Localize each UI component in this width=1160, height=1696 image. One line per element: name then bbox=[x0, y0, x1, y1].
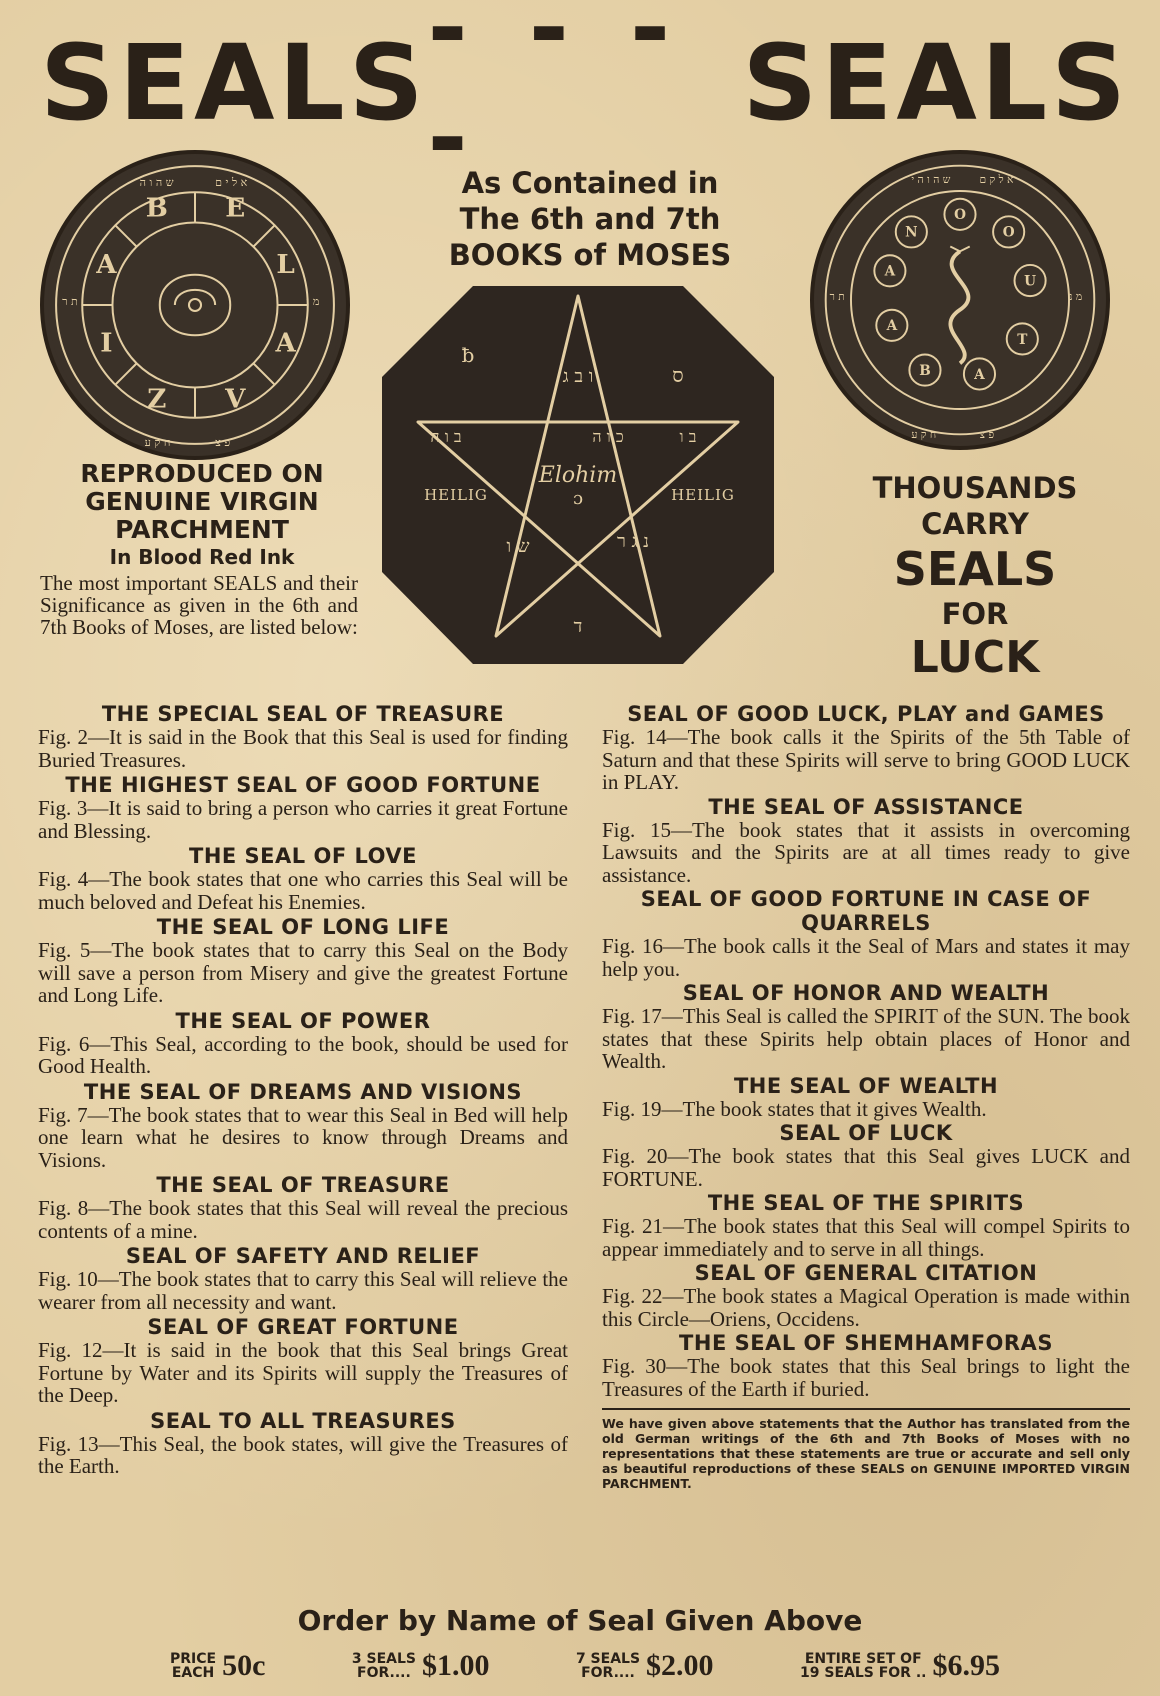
svg-text:מ נ: מ נ bbox=[1069, 290, 1083, 303]
svg-text:א ל י ם: א ל י ם bbox=[215, 176, 248, 190]
list-item bbox=[602, 981, 1130, 1073]
parchment-line-1: REPRODUCED ON bbox=[80, 459, 324, 488]
svg-text:B: B bbox=[145, 192, 168, 224]
seal-title: THE SEAL OF LONG LIFE bbox=[156, 915, 450, 939]
svg-text:ב ו: ב ו bbox=[679, 427, 697, 446]
left-seal-illustration bbox=[40, 150, 350, 460]
price-list bbox=[170, 1644, 1000, 1688]
seal-description: Fig. 2—It is said in the Book that this Seal is used for finding Buried Treasures. bbox=[38, 725, 568, 772]
price-item bbox=[576, 1649, 714, 1683]
seal-description: Fig. 21—The book states that this Seal will compel Spirits to appear immediately and to serve in all things. bbox=[602, 1214, 1130, 1261]
headline-left-word: SEALS bbox=[40, 22, 428, 144]
luck-slogan-line-5: LUCK bbox=[910, 632, 1040, 683]
left-seal-icon bbox=[44, 154, 346, 456]
seal-description: Fig. 12—It is said in the book that this Seal brings Great Fortune by Water and its Spirits will supply the Treasures of the Deep. bbox=[38, 1338, 568, 1407]
right-seal-icon bbox=[814, 154, 1106, 446]
parchment-notice bbox=[44, 460, 360, 570]
list-item bbox=[602, 1331, 1130, 1400]
svg-text:ש ה ו ה: ש ה ו ה bbox=[139, 176, 174, 190]
seal-description: Fig. 15—The book states that it assists in overcoming Lawsuits and the Spirits are at all times ready to give assistance. bbox=[602, 817, 1130, 887]
order-instruction: Order by Name of Seal Given Above bbox=[297, 1604, 863, 1637]
seal-description: Fig. 7—The book states that to wear this Seal in Bed will help one learn what he desires to know through Dreams and Visions. bbox=[38, 1102, 568, 1172]
price-value: $6.95 bbox=[932, 1649, 1000, 1682]
seal-title: SEAL OF GOOD FORTUNE IN CASE OF QUARRELS bbox=[640, 887, 1092, 935]
svg-text:I: I bbox=[100, 327, 113, 359]
svg-text:A: A bbox=[886, 318, 898, 335]
price-value: 50c bbox=[222, 1649, 266, 1682]
price-label bbox=[352, 1652, 416, 1680]
seal-description: Fig. 13—This Seal, the book states, will give the Treasures of the Earth. bbox=[38, 1431, 568, 1478]
list-item bbox=[602, 1261, 1130, 1330]
seal-description: Fig. 20—The book states that this Seal gives LUCK and FORTUNE. bbox=[602, 1144, 1130, 1191]
price-label-top: 3 SEALS bbox=[351, 1651, 416, 1667]
seal-description: Fig. 10—The book states that to carry this Seal will relieve the wearer from all necessity and want. bbox=[38, 1267, 568, 1314]
seal-title: THE SEAL OF TREASURE bbox=[156, 1173, 450, 1197]
seal-title: THE SPECIAL SEAL OF TREASURE bbox=[101, 702, 505, 726]
list-item bbox=[38, 1244, 568, 1313]
price-label-top: PRICE bbox=[170, 1651, 217, 1667]
luck-slogan-line-1: THOUSANDS bbox=[872, 471, 1078, 505]
intro-paragraph: The most important SEALS and their Significance as given in the 6th and 7th Books of Moses, are listed below: bbox=[40, 571, 358, 639]
svg-text:ש ו: ש ו bbox=[506, 536, 530, 557]
seal-title: SEAL OF GOOD LUCK, PLAY and GAMES bbox=[627, 702, 1105, 726]
luck-slogan-line-3: SEALS bbox=[893, 542, 1057, 596]
seal-description: Fig. 16—The book calls it the Seal of Mars and states it may help you. bbox=[602, 934, 1130, 981]
price-label-bottom: FOR.... bbox=[581, 1665, 635, 1681]
seal-title: THE HIGHEST SEAL OF GOOD FORTUNE bbox=[65, 773, 541, 797]
luck-slogan-line-2: CARRY bbox=[921, 507, 1029, 541]
center-title-line-2: The 6th and 7th bbox=[459, 202, 721, 236]
price-label-top: 7 SEALS bbox=[575, 1651, 641, 1667]
svg-text:ח ק ע: ח ק ע bbox=[144, 435, 171, 449]
svg-text:Z: Z bbox=[147, 383, 167, 415]
list-item bbox=[602, 795, 1130, 887]
svg-text:ת ר: ת ר bbox=[829, 290, 845, 303]
parchment-line-3: PARCHMENT bbox=[115, 515, 289, 544]
svg-text:O: O bbox=[954, 207, 966, 224]
seal-title: THE SEAL OF LOVE bbox=[189, 844, 417, 868]
svg-text:E: E bbox=[225, 192, 246, 224]
pentagram-illustration bbox=[378, 282, 778, 668]
center-title-line-1: As Contained in bbox=[461, 166, 719, 200]
price-item bbox=[170, 1649, 265, 1683]
price-label bbox=[800, 1652, 926, 1680]
svg-text:U: U bbox=[1024, 273, 1037, 290]
price-item bbox=[352, 1649, 490, 1683]
list-item bbox=[38, 702, 568, 771]
seal-title: THE SEAL OF ASSISTANCE bbox=[708, 794, 1024, 819]
svg-text:ו ב ג: ו ב ג bbox=[562, 366, 594, 387]
seal-description: Fig. 6—This Seal, according to the book, should be used for Good Health. bbox=[38, 1031, 568, 1078]
pentagram-center-word: Elohim bbox=[538, 463, 618, 488]
svg-text:ד: ד bbox=[573, 616, 583, 637]
svg-text:כ ו ה: כ ו ה bbox=[592, 427, 624, 446]
price-value: $1.00 bbox=[421, 1649, 490, 1682]
svg-text:T: T bbox=[1017, 331, 1028, 348]
list-item bbox=[38, 915, 568, 1007]
seal-description: Fig. 4—The book states that one who carries this Seal will be much beloved and Defeat his Enemies. bbox=[38, 867, 568, 914]
list-item bbox=[38, 773, 568, 842]
luck-slogan-line-4: FOR bbox=[941, 597, 1009, 631]
seal-title: SEAL OF SAFETY AND RELIEF bbox=[125, 1244, 481, 1268]
svg-text:B: B bbox=[919, 362, 931, 379]
price-label-bottom: 19 SEALS FOR .. bbox=[800, 1665, 927, 1681]
svg-text:N: N bbox=[905, 224, 918, 241]
svg-text:L: L bbox=[276, 248, 295, 280]
seal-description: Fig. 30—The book states that this Seal brings to light the Treasures of the Earth if buried. bbox=[602, 1354, 1130, 1401]
list-item bbox=[38, 1409, 568, 1478]
seal-title: THE SEAL OF SHEMHAMFORAS bbox=[679, 1331, 1053, 1355]
seal-title: THE SEAL OF POWER bbox=[175, 1008, 431, 1033]
price-label bbox=[576, 1652, 640, 1680]
price-item bbox=[800, 1649, 1000, 1683]
svg-text:A: A bbox=[96, 248, 117, 280]
seal-description: Fig. 3—It is said to bring a person who carries it great Fortune and Blessing. bbox=[38, 796, 568, 843]
svg-text:ס: ס bbox=[672, 363, 684, 387]
pentagram-left-word: HEILIG bbox=[424, 486, 488, 504]
svg-text:ח ק ע: ח ק ע bbox=[911, 428, 937, 442]
list-item bbox=[38, 1080, 568, 1172]
right-seal-illustration bbox=[810, 150, 1110, 450]
pentagram-icon bbox=[378, 282, 778, 668]
luck-slogan bbox=[850, 470, 1100, 684]
seal-title: THE SEAL OF THE SPIRITS bbox=[707, 1191, 1025, 1215]
list-item bbox=[602, 702, 1130, 794]
svg-text:ב ו ה: ב ו ה bbox=[430, 427, 462, 446]
svg-text:V: V bbox=[225, 383, 246, 415]
svg-text:O: O bbox=[1002, 224, 1015, 241]
disclaimer: We have given above statements that the Author has translated from the old German writings of the 6th and 7th Books of Moses with no representations that these statements are true or accurate and sell only as beautiful reproductions of these SEALS on GENUINE IMPORTED VIRGIN PARCHMENT. bbox=[602, 1408, 1130, 1491]
seal-description: Fig. 17—This Seal is called the SPIRIT of the SUN. The book states that these Spirits help obtain places of Honor and Wealth. bbox=[602, 1004, 1130, 1073]
seal-title: SEAL OF GREAT FORTUNE bbox=[147, 1315, 459, 1339]
left-seal-list bbox=[38, 702, 568, 1480]
seal-title: SEAL OF GENERAL CITATION bbox=[694, 1261, 1038, 1285]
svg-text:ɔ: ɔ bbox=[572, 488, 584, 509]
list-item bbox=[602, 1121, 1130, 1190]
svg-text:A: A bbox=[275, 327, 296, 359]
seal-description: Fig. 19—The book states that it gives Wealth. bbox=[602, 1096, 987, 1121]
list-item bbox=[38, 1173, 568, 1242]
center-title bbox=[400, 165, 780, 273]
svg-text:מ נ: מ נ bbox=[305, 295, 320, 308]
list-item bbox=[602, 1074, 1130, 1121]
pentagram-right-word: HEILIG bbox=[671, 486, 735, 504]
price-label-top: ENTIRE SET OF bbox=[804, 1651, 922, 1667]
price-label-bottom: EACH bbox=[171, 1665, 215, 1681]
price-label-bottom: FOR.... bbox=[357, 1665, 411, 1681]
svg-text:א ל ק ם: א ל ק ם bbox=[979, 173, 1014, 187]
seal-title: THE SEAL OF DREAMS AND VISIONS bbox=[83, 1079, 523, 1104]
svg-text:נ ג ר: נ ג ר bbox=[616, 531, 650, 552]
seal-description: Fig. 5—The book states that to carry this Seal on the Body will save a person from Misery and give the greatest Fortune and Long Life. bbox=[38, 938, 568, 1007]
seal-title: SEAL OF LUCK bbox=[779, 1121, 953, 1145]
right-seal-list bbox=[602, 702, 1130, 1491]
list-item bbox=[602, 887, 1130, 980]
list-item bbox=[38, 844, 568, 913]
headline-right-word: SEALS bbox=[742, 22, 1130, 144]
svg-text:A: A bbox=[884, 263, 896, 280]
price-label bbox=[170, 1652, 216, 1680]
svg-text:ש ה ו ה י: ש ה ו ה י bbox=[911, 173, 951, 187]
headline-dashes: - - - - bbox=[427, 0, 684, 194]
seal-title: SEAL TO ALL TREASURES bbox=[150, 1408, 456, 1433]
list-item bbox=[602, 1191, 1130, 1260]
seal-title: SEAL OF HONOR AND WEALTH bbox=[682, 981, 1050, 1005]
svg-text:פ צ: פ צ bbox=[215, 435, 231, 449]
svg-text:A: A bbox=[974, 366, 985, 383]
parchment-subline: In Blood Red Ink bbox=[109, 545, 295, 569]
list-item bbox=[38, 1315, 568, 1407]
seal-description: Fig. 14—The book calls it the Spirits of the 5th Table of Saturn and that these Spirits will serve to bring GOOD LUCK in PLAY. bbox=[602, 725, 1130, 794]
seal-description: Fig. 8—The book states that this Seal will reveal the precious contents of a mine. bbox=[38, 1196, 568, 1243]
center-title-line-3: BOOKS of MOSES bbox=[448, 238, 732, 272]
parchment-line-2: GENUINE VIRGIN bbox=[85, 487, 319, 516]
svg-text:פ צ: פ צ bbox=[979, 428, 995, 442]
seal-title: THE SEAL OF WEALTH bbox=[733, 1073, 999, 1098]
svg-text:ƀ: ƀ bbox=[461, 343, 475, 367]
list-item bbox=[38, 1009, 568, 1078]
price-value: $2.00 bbox=[646, 1649, 714, 1682]
svg-text:ת ר: ת ר bbox=[62, 295, 78, 308]
seal-description: Fig. 22—The book states a Magical Operation is made within this Circle—Oriens, Occidens. bbox=[602, 1284, 1130, 1331]
